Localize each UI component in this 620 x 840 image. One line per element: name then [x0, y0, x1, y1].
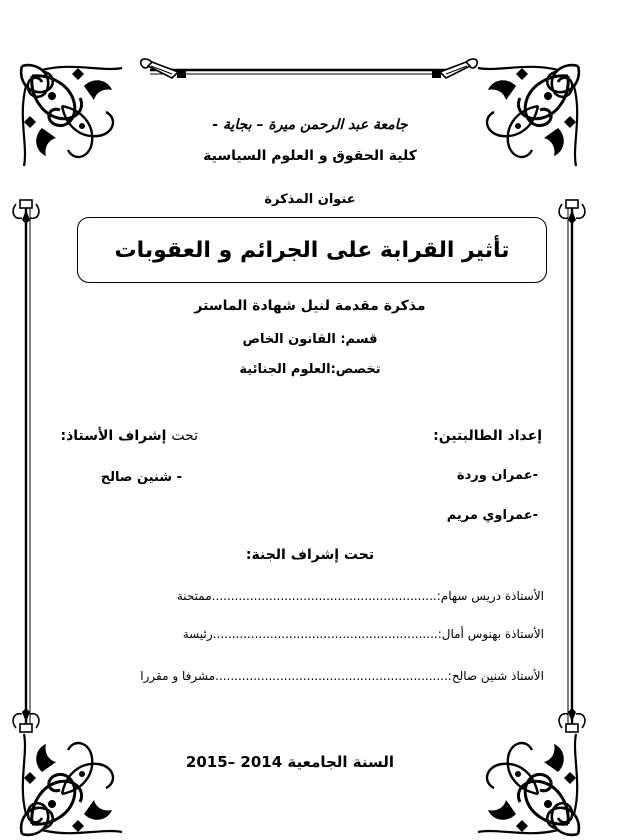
- supervisor-name: - شنين صالح: [100, 470, 182, 485]
- degree-statement: مذكرة مقدمة لنيل شهادة الماستر: [194, 298, 426, 314]
- committee-member-row: [183, 627, 544, 641]
- supervisor-label-group: [60, 428, 198, 444]
- committee-heading: تحت إشراف الجنة:: [245, 547, 375, 563]
- supervisor-label: إشراف الأستاذ:: [60, 428, 167, 444]
- committee-member-row: [140, 669, 544, 683]
- committee-member-role: مشرفا و مقررا: [140, 669, 216, 683]
- supervisor-prefix: تحت: [171, 428, 198, 444]
- committee-member-dots: ...........................................................: [211, 589, 437, 603]
- student-name-1: -عمران وردة: [456, 468, 538, 483]
- students-label: إعداد الطالبتين:: [433, 428, 542, 444]
- specialty: تخصص:العلوم الجنائية: [239, 362, 381, 377]
- committee-member-name: الأستاذة دريس سهام:: [436, 589, 544, 603]
- committee-member-dots: .............................................................: [215, 669, 448, 683]
- department: قسم: القانون الخاص: [242, 332, 378, 347]
- committee-member-name: الأستاذ شنين صالح:: [447, 669, 544, 683]
- memo-title-label: عنوان المذكرة: [264, 192, 356, 207]
- committee-member-row: [177, 589, 544, 603]
- committee-member-name: الأستاذة بهنوس أمال:: [437, 627, 544, 641]
- academic-year: السنة الجامعية 2014 –2015: [185, 753, 395, 771]
- thesis-title: تأثير القرابة على الجرائم و العقوبات: [114, 237, 510, 263]
- committee-member-role: رئيسة: [182, 627, 213, 641]
- student-name-2: -عمراوي مريم: [446, 508, 538, 523]
- committee-member-dots: ...........................................................: [212, 627, 438, 641]
- committee-member-role: ممتحنة: [176, 589, 212, 603]
- faculty-name: كلية الحقوق و العلوم السياسية: [203, 148, 417, 164]
- university-name: جامعة عبد الرحمن ميرة – بجاية -: [212, 117, 408, 133]
- thesis-title-box: [77, 217, 547, 283]
